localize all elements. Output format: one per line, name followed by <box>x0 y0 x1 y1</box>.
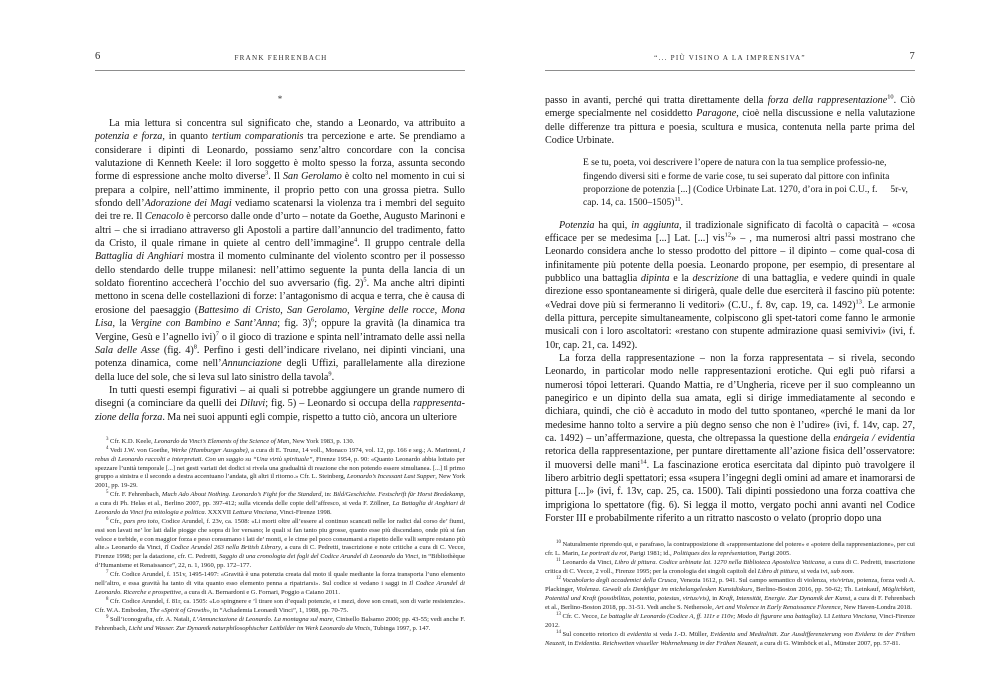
footnote-text: Sull’iconografia, cfr. A. Natali, L’Annunciazione di Leonardo. La montagna sul mare, Cinisello Balsamo 2000; pp. 43-55; vedi anche F. Fehrenbach, Licht und Wasser. Zur Dynamik naturphilosophischer Leitbilder im Werk Leonardo da Vincis, Tubinga 1997, p. 147. <box>95 615 465 632</box>
footnote-mark: 5 <box>106 490 109 496</box>
folio-number-left: 6 <box>95 51 101 62</box>
block-quote-text: E se tu, poeta, voi descrivere l’opere de natura con la tua semplice professio-ne, fingendo diversi siti e forme de varie cose, tu sei superato dal pittore con infinita proporzione de potenzia [...] (Codice Urbinate Lat. 1270, d’ora in poi C.U., f. 5r-v, cap. 14, ca. 1500–1505)$^{11}$. <box>583 157 908 209</box>
folio-number-right: 7 <box>909 51 915 62</box>
footnote <box>545 613 915 631</box>
footnote <box>95 571 465 597</box>
footnote-text: Vocabolario degli accademici della Crusca, Venezia 1612, p. 941. Sul campo semantico di violenza, vis/virtus, potenza, forza vedi A. Plackinger, Violenza. Gewalt als Denkfigur im michelangelesken Kunstdiskurs, Berlino-Boston 2016, pp. 50-62; Th. Leinkauf, Möglichkeit, Potential und Kraft (possibilitas, potentia, potestas, virtus/vis), in Kraft, Intensität, Energie. Zur Dynamik der Kunst, a cura di F. Fehrenbach et al., Berlino-Boston 2018, pp. 31-51. Vedi anche S. Nethersole, Art and Violence in Early Renaissance Florence, New Haven-Londra 2018. <box>545 577 916 611</box>
footnote-text: Cfr. K.D. Keele, Leonardo da Vinci’s Elements of the Science of Man, New York 1983, p. 130. <box>110 437 355 445</box>
section-separator-asterisk: * <box>277 94 283 104</box>
block-quote <box>583 156 915 209</box>
footnote-text: Cfr. F. Fehrenbach, Much Ado About Nothing. Leonardo’s Fight for the Standard, in: Bild/Geschichte. Festschrift für Horst Bredekamp, a cura di Ph. Helas et al., Berlino 2007, pp. 397-412; sulla vicenda delle copie dell’affresco, si veda F. Zöllner, La Battaglia di Anghiari di Leonardo da Vinci fra mitologia e politica. XXXVII Lettura Vinciana, Vinci-Firenze 1998. <box>95 491 465 516</box>
footnote-mark: 11 <box>556 558 561 564</box>
footnote-text: Sul concetto retorico di evidentia si veda J.-D. Müller, Evidentia und Medialität. Zur Ausdifferenzierung von Evidenz in der Frühen Neuzeit, in Evidentia. Reichweiten visueller Wahrnehmung in der Frühen Neuzeit, a cura di G. Wimböck et al., Münster 2007, pp. 57-81. <box>545 630 915 647</box>
footnote <box>545 559 915 577</box>
footnotes-right <box>545 541 915 648</box>
footnote-mark: 7 <box>106 569 109 575</box>
page-left <box>95 52 465 634</box>
footnote-mark: 10 <box>556 540 561 546</box>
body-text-right <box>545 94 915 525</box>
paragraph: passo in avanti, perché qui tratta direttamente della forza della rappresentazione$^{10}$. Ciò emerge specialmente nel cosiddetto Paragone, cioè nella discussione e nella valutazione delle differenze tra pittura e poesia, scultura e musica, contenuta nella parte prima del Codice Urbinate. <box>545 93 916 147</box>
footnote-mark: 6 <box>106 516 109 522</box>
footnote-text: Leonardo da Vinci, Libro di pittura. Codice urbinate lat. 1270 nella Biblioteca Apostolica Vaticana, a cura di C. Pedretti, trascrizione critica di C. Vecce, 2 voll., Firenze 1995; per la cronologia dei singoli capitoli del Libro di pittura, si veda ivi, sub nom. <box>545 559 916 576</box>
footnote-mark: 13 <box>556 611 561 617</box>
running-head-title-right: “... PIÙ VISINO A LA IMPRENSIVA” <box>654 54 806 62</box>
footnote-text: Vedi J.W. von Goethe, Werke (Hamburger Ausgabe), a cura di E. Trunz, 14 voll., Monaco 1974, vol. 12, pp. 166 e seg.; A. Marinoni, I rebus di Leonardo raccolti e interpretati. Con un saggio su “Una virtù spirituale”, Firenze 1954, p. 90: «Quanto Leonardo abbia lottato per spezzare l’unità temporale [...] nei gesti variati dei dodici si rivela una gradualità di reazione che non potendo essere simultanea. [...] Il primo gruppo a sinistra e il secondo a destra accentuano l’andata, gli altri il ritorno.» Cfr. L. Steinberg, Leonardo’s Incessant Last Supper, New York 2001, pp. 19-29. <box>95 447 466 490</box>
footnote <box>95 491 465 517</box>
footnote <box>545 631 915 649</box>
footnote-text: Naturalmente riprendo qui, e parafraso, la contrapposizione di «rappresentazione del potere» e «potere della rappresentazione», per cui cfr. L. Marin, Le portrait du roi, Parigi 1981; id., Politiques des la représentation, Parigi 2005. <box>545 541 915 558</box>
footnote-text: Cfr. Codice Arundel, f. 81r, ca. 1505: «Lo spingnere e ’l tirare son d’equali potenzie, e i mezi, dove son creati, son di varie resistenzie». Cfr. W.A. Emboden, The «Spirit of Growth», in “Achademia Leonardi Vinci”, 1, 1988, pp. 70-75. <box>95 597 465 614</box>
footnote <box>545 541 915 559</box>
footnote <box>95 438 465 447</box>
footnote-mark: 8 <box>106 596 109 602</box>
footnote <box>95 598 465 616</box>
running-head-title-left: FRANK FEHRENBACH <box>234 54 328 62</box>
footnote-text: Cfr. Codice Arundel, f. 151v, 1495-1497: «Gravità è una potenzia creata dal moto il quale mediante la forza transporta l’uno elemento nell’altro, e essa gravità ha tanto di vita quanto esso elemento penna a ripatriarsi». Sul codice si vedano i saggi in Il Codice Arundel di Leonardo. Ricerche e prospettive, a cura di A. Bernardoni e G. Fornari, Poggio a Caiano 2011. <box>95 571 466 596</box>
paragraph: Potenzia ha qui, in aggiunta, il tradizionale significato di facoltà o capacità – «cosa efficace per se medesima [...] Lat. [...] vis$^{12}$» – , ma numerosi altri passi mostrano che Leonardo considera anche lo stesso prodotto del pittore – il dipinto – come qual-cosa di infinitamente più potente della poesia. Leonardo propone, per esempio, di presentare al pubblico una battaglia dipinta e la descrizione di una battaglia, e vedere quindi in quale direzione esso spontaneamente si dirigerà, quale delle due eserciterà il fascino più potente: «Vedrai dove più si fermeranno li veditori» (C.U., f. 8v, cap. 19, ca. 1492)$^{13}$. Le armonie della pittura, percepite simultaneamente, colpiscono gli spet-tatori come fanno le armonie musicali con i loro ascoltatori: «restano con stupente admirazione quasi semivivi» (ivi, f. 10r, cap. 21, ca. 1492). <box>545 219 915 351</box>
paragraph: In tutti questi esempi figurativi – ai quali si potrebbe aggiungere un grande numero di disegni (a cominciare da quelli dei Diluvi; fig. 5) – Leonardo si occupa della rappresenta-zione della forza. Ma nei suoi appunti egli compie, rispetto a tutto ciò, ancora un ulteriore <box>95 384 465 423</box>
page-right <box>545 52 915 649</box>
footnote-text: Cfr., pars pro toto, Codice Arundel, f. 23v, ca. 1508: «Li morti oltre all’essere al continuo scancati nelle lor radici dal corso de’ fiumi, essi son lavati ne’ lor lati dalle piogge che sopra di lor versano; le quali si fan tanto piu grosse, quanto esse più discendano, onde più si fan veloce e torbide, e con maggior forza e peso consumano i lati de’ monti, e le cime pel poco consumarsi a rispetto delle valli senpre restano più alte.» Leonardo da Vinci, Il Codice Arundel 263 nella British Library, a cura di C. Pedretti, trascrizione e note critiche a cura di C. Vecce, Firenze 1998; per la datazione, cfr. C. Pedretti, Saggio di una cronologia dei fogli del Codice Arundel di Leonardo da Vinci, in “Bibliothèque d’Humanisme et Renaissance”, 22, n. 1, 1960, pp. 172–177. <box>95 518 466 569</box>
footnote <box>95 616 465 634</box>
footnote-mark: 9 <box>106 614 109 620</box>
footnote <box>95 518 465 571</box>
footnote-mark: 12 <box>556 576 561 582</box>
footnotes-left <box>95 438 465 634</box>
footnote-text: Cfr. C. Vecce, Le battaglie di Leonardo (Codice A, ff. 111r e 110v; Modo di figurare una battaglia). LI Lettura Vinciana, Vinci-Firenze 2012. <box>545 612 916 629</box>
footnote-mark: 3 <box>106 436 109 442</box>
paragraph: La forza della rappresentazione – non la forza rappresentata – si rivela, secondo Leonardo, in particolar modo nelle rappresentazioni erotiche. Qui egli può rifarsi a numerosi tópoi letterari. Quando Mattia, re d’Ungheria, riceve per il suo compleanno un panegirico e un dipinto della sua amata, egli si dirige immediatamente al secondo e dichiara, quindi, che ciò è accaduto in modo del tutto spontaneo, «perché le mani da lor medesime hanno tolto a servire a più degno senso che non è l’udire» (ivi, f. 14v, cap. 27, ca. 1492) – un’affermazione, questa, che oltrepassa la questione della enárgeia / evidentia retorica della rappresentazione, per puntare direttamente all’azione fisica dell’osservatore: il muoversi delle mani$^{14}$. La fascinazione erotica esercitata dal dipinto può travolgere il libero arbitrio degli spettatori; essa «supera l’ingegni degli omini ad amare et inamorarsi de pittura [...]» (ivi, f. 13v, cap. 25, ca. 1500). Tali dipinti possiedono una forza coattiva che imprigiona lo spettatore (fig. 6). Si legga il motto, vergato pochi anni avanti nel Codice Forster III e probabilmente riferito a un ritratto nascosto o velato (proprio dopo una <box>545 353 915 525</box>
running-head-right <box>545 52 915 71</box>
running-head-left <box>95 52 465 71</box>
footnote-mark: 14 <box>556 629 561 635</box>
footnote <box>545 577 915 612</box>
body-text-left <box>95 117 465 424</box>
footnote <box>95 447 465 491</box>
footnote-mark: 4 <box>106 445 109 451</box>
paragraph: La mia lettura si concentra sul significato che, stando a Leonardo, va attribuito a potenzia e forza, in quanto tertium comparationis tra percezione e arte. Se prendiamo a considerare i dipinti di Leonardo, possiamo senz’altro concordare con la concisa valutazione di Kenneth Keele: il loro soggetto è molto spesso la forza, assunta secondo forme di espressione anche molto diverse$^3$. Il San Gerolamo è colto nel momento in cui si prepara a colpire, nell’attimo imminente, il proprio petto con una grossa pietra. Sullo sfondo dell’Adorazione dei Magi vediamo scatenarsi la violenza tra i membri del seguito dei tre re. Il Cenacolo è percorso dalle onde d’urto – notate da Goethe, Augusto Marinoni e altri – che si irradiano attraverso gli Apostoli a partire dall’annuncio del tradimento, fatto da Cristo, il quale rimane in quiete al centro dell’immagine$^4$. Il gruppo centrale della Battaglia di Anghiari mostra il momento culminante del violento scontro per il possesso dello stendardo delle truppe milanesi: nell’attimo seguente la punta della lancia di un soldato fiorentino accecherà l’occhio del suo avversario (fig. 2)$^5$. Ma anche altri dipinti mettono in scena delle costellazioni di forze: l’antagonismo di acqua e terra, che è causa di erosione del paesaggio (Battesimo di Cristo, San Gerolamo, Vergine delle rocce, Mona Lisa, la Vergine con Bambino e Sant’Anna; fig. 3)$^6$; oppure la gravità (la dinamica tra Vergine, Gesù e l’agnello ivi)$^7$ o il gioco di trazione e spinta nell’intramato delle assi nella Sala delle Asse (fig. 4)$^8$. Perfino i gesti dell’indicare rivelano, nei dipinti vinciani, una potenza dinamica, come nell’Annunciazione degli Uffizi, parallelamente alla direzione della luce del sole, che si leva sul lato sinistro della tavola$^9$. <box>95 118 466 383</box>
